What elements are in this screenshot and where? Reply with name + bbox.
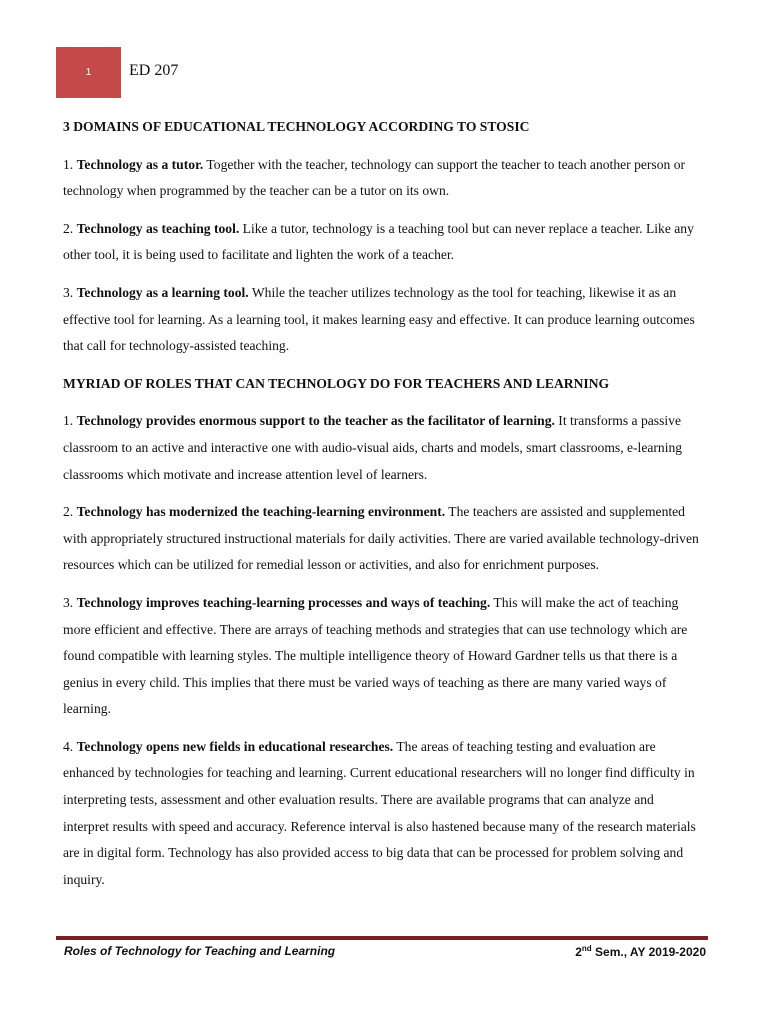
item-text: Like a tutor, technology is a teaching tool but can never replace a teacher. Like any other tool, it is being used to facilitate and lighten the work of a teacher. [63, 220, 694, 263]
section-heading-domains: 3 DOMAINS OF EDUCATIONAL TECHNOLOGY ACCORDING TO STOSIC [63, 119, 530, 134]
page-number-box [56, 47, 121, 98]
role-item-2 [63, 499, 703, 579]
item-title: Technology as teaching tool. [76, 220, 240, 236]
semester-ordinal: nd [581, 944, 592, 953]
item-text: This will make the act of teaching more efficient and effective. There are arrays of teaching methods and strategies that can use technology which are found compatible with learning styles. The multiple intelligence theory of Howard Gardner tells us that there is a genius in every child. This implies that there must be varied ways of teaching as there are many varied ways of learning. [63, 594, 688, 717]
section-heading-roles: MYRIAD OF ROLES THAT CAN TECHNOLOGY DO FOR TEACHERS AND LEARNING [63, 375, 610, 391]
role-item-4 [63, 734, 703, 894]
item-number: 2. [63, 504, 74, 520]
item-title: Technology improves teaching-learning processes and ways of teaching. [76, 594, 491, 610]
course-code: ED 207 [129, 62, 179, 79]
page-number: 1 [85, 67, 92, 78]
role-item-1 [63, 408, 703, 488]
role-item-3 [63, 590, 703, 723]
item-text: The areas of teaching testing and evaluation are enhanced by technologies for teaching and learning. Current educational researchers will no longer find difficulty in interpreting tests, assessment and other evaluation results. There are available programs that can analyze and interpret results with speed and accuracy. Reference interval is also hastened because many of the research materials are in digital form. Technology has also provided access to big data that can be processed for problem solving and inquiry. [63, 738, 696, 887]
domain-item-1 [63, 152, 703, 205]
semester-number: 2 [575, 945, 582, 959]
item-number: 1. [63, 156, 74, 172]
footer-semester [575, 944, 706, 959]
item-number: 2. [63, 220, 74, 236]
domain-item-3 [63, 280, 703, 360]
item-number: 1. [63, 413, 74, 429]
item-text: It transforms a passive classroom to an active and interactive one with audio-visual aids, charts and models, smart classrooms, e-learning classrooms which motivate and increase attention level of learners. [63, 413, 683, 482]
footer-title: Roles of Technology for Teaching and Learning [64, 944, 336, 958]
item-text: The teachers are assisted and supplemented with appropriately structured instructional materials for daily activities. There are varied available technology-driven resources which can be utilized for remedial lesson or activities, and also for enrichment purposes. [63, 504, 699, 573]
item-title: Technology opens new fields in educational researches. [76, 738, 394, 754]
semester-rest: Sem., AY 2019-2020 [591, 945, 706, 959]
item-title: Technology as a learning tool. [76, 284, 249, 300]
item-title: Technology as a tutor. [76, 156, 204, 172]
document-body [63, 114, 703, 904]
domain-item-2 [63, 216, 703, 269]
item-title: Technology provides enormous support to the teacher as the facilitator of learning. [76, 413, 555, 429]
item-text: While the teacher utilizes technology as the tool for teaching, likewise it as an effective tool for learning. As a learning tool, it makes learning easy and effective. It can produce learning outcomes that call for technology-assisted teaching. [63, 284, 695, 354]
item-number: 4. [63, 738, 74, 754]
footer-divider [56, 936, 708, 940]
item-text: Together with the teacher, technology can support the teacher to teach another person or technology when programmed by the teacher can be a tutor on its own. [63, 156, 686, 199]
item-number: 3. [63, 594, 74, 610]
item-title: Technology has modernized the teaching-learning environment. [76, 504, 446, 520]
item-number: 3. [63, 284, 74, 300]
